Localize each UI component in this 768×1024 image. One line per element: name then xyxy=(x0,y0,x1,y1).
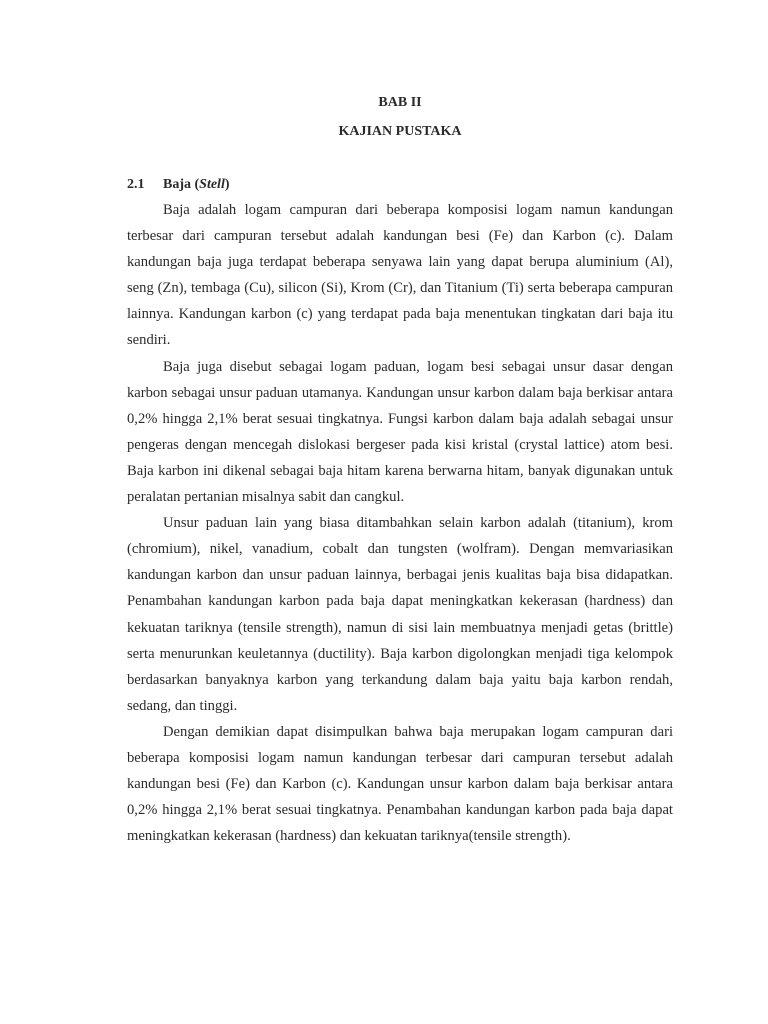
body-text xyxy=(127,197,673,849)
section-title-term: Stell xyxy=(199,177,225,192)
section-title-prefix: Baja ( xyxy=(163,177,200,192)
section-heading xyxy=(127,177,230,193)
paragraph-1: Baja adalah logam campuran dari beberapa komposisi logam namun kandungan terbesar dari campuran tersebut adalah kandungan besi (Fe) dan Karbon (c). Dalam kandungan baja juga terdapat beberapa senyawa lain yang dapat berupa aluminium (Al), seng (Zn), tembaga (Cu), silicon (Si), Krom (Cr), dan Titanium (Ti) serta beberapa campuran lainnya. Kandungan karbon (c) yang terdapat pada baja menentukan tingkatan dari baja itu sendiri. xyxy=(127,202,673,349)
section-title-suffix: ) xyxy=(224,177,230,192)
chapter-number: BAB II xyxy=(378,95,422,110)
paragraph-3: Unsur paduan lain yang biasa ditambahkan selain karbon adalah (titanium), krom (chromium), nikel, vanadium, cobalt dan tungsten (wolfram). Dengan memvariasikan kandungan karbon dan unsur paduan lainnya, berbagai jenis kualitas baja bisa didapatkan. Penambahan kandungan karbon pada baja dapat meningkatkan kekerasan (hardness) dan kekuatan tariknya (tensile strength), namun di sisi lain membuatnya menjadi getas (brittle) serta menurunkan keuletannya (ductility). Baja karbon digolongkan menjadi tiga kelompok berdasarkan banyaknya karbon yang terkandung dalam baja yaitu baja karbon rendah, sedang, dan tinggi. xyxy=(127,515,673,714)
chapter-title: KAJIAN PUSTAKA xyxy=(338,124,462,139)
paragraph-2: Baja juga disebut sebagai logam paduan, logam besi sebagai unsur dasar dengan karbon sebagai unsur paduan utamanya. Kandungan unsur karbon dalam baja berkisar antara 0,2% hingga 2,1% berat sesuai tingkatnya. Fungsi karbon dalam baja adalah sebagai unsur pengeras dengan mencegah dislokasi bergeser pada kisi kristal (crystal lattice) atom besi. Baja karbon ini dikenal sebagai baja hitam karena berwarna hitam, banyak digunakan untuk peralatan pertanian misalnya sabit dan cangkul. xyxy=(127,358,673,506)
section-number: 2.1 xyxy=(127,177,145,192)
paragraph-4: Dengan demikian dapat disimpulkan bahwa baja merupakan logam campuran dari beberapa komposisi logam namun kandungan terbesar dari campuran tersebut adalah kandungan besi (Fe) dan Karbon (c). Kandungan unsur karbon dalam baja berkisar antara 0,2% hingga 2,1% berat sesuai tingkatnya. Penambahan kandungan karbon pada baja dapat meningkatkan kekerasan (hardness) dan kekuatan tariknya(tensile strength). xyxy=(127,723,673,845)
